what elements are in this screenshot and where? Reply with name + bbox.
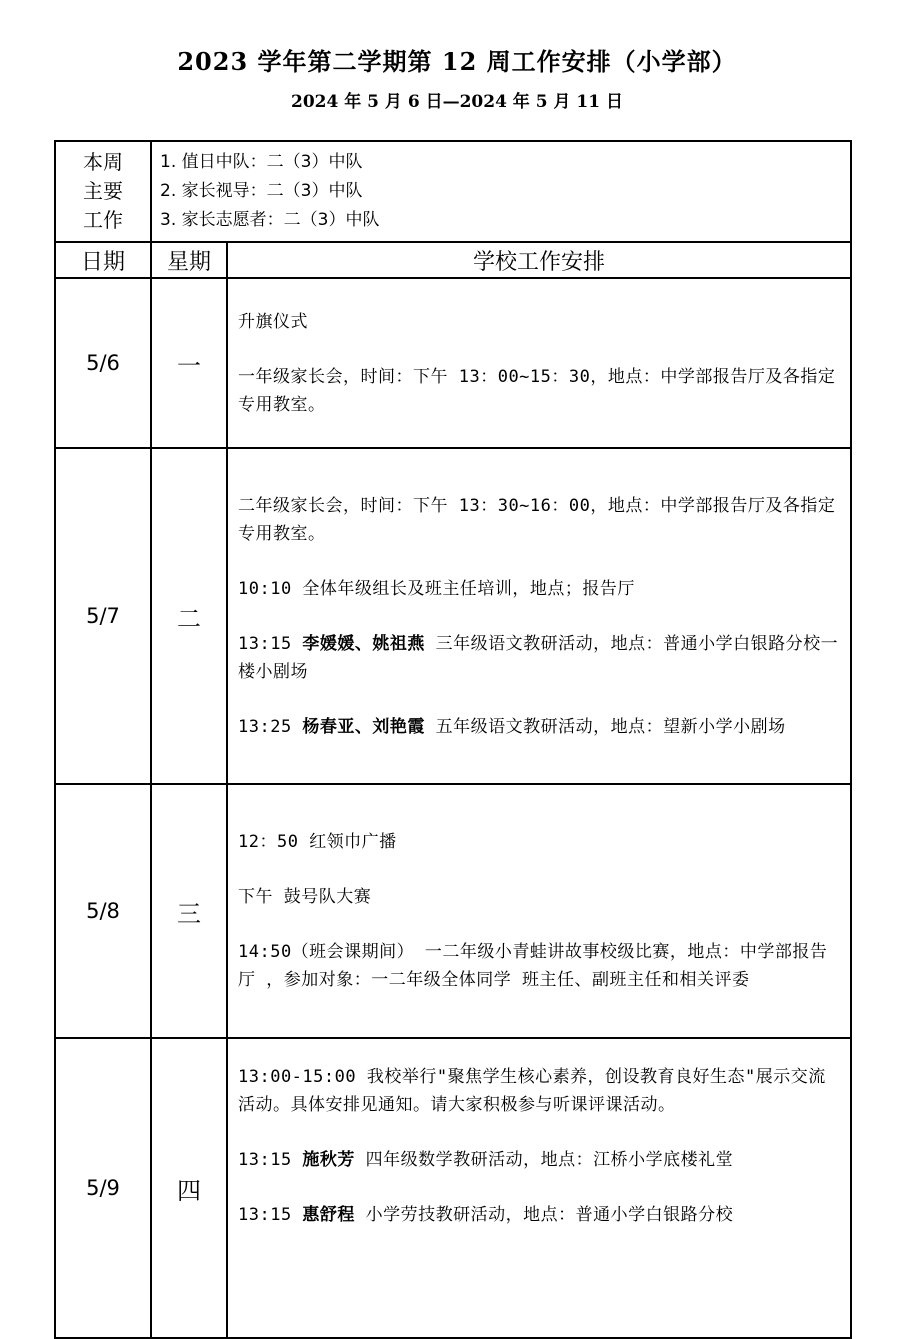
item-text: 全体年级组长及班主任培训，地点；报告厅 bbox=[302, 578, 635, 599]
header-date: 日期 bbox=[55, 242, 151, 278]
summary-row bbox=[55, 141, 851, 242]
weekday-cell: 三 bbox=[151, 784, 227, 1038]
schedule-cell bbox=[227, 1038, 851, 1338]
page-title: 2023 学年第二学期第 12 周工作安排（小学部） bbox=[177, 47, 737, 76]
weekday-cell: 二 bbox=[151, 448, 227, 784]
day-row bbox=[55, 784, 851, 1038]
schedule-item bbox=[238, 630, 840, 686]
summary-item: 1. 值日中队：二（3）中队 bbox=[160, 152, 363, 172]
item-text: 二年级家长会，时间：下午 13：30~16：00，地点：中学部报告厅及各指定专用教室。 bbox=[238, 495, 836, 544]
item-text: 14:50（班会课期间） 一二年级小青蛙讲故事校级比赛，地点：中学部报告厅 ，参加对象：一二年级全体同学 班主任、副班主任和相关评委 bbox=[238, 942, 828, 990]
item-text: 一年级家长会，时间：下午 13：00~15：30，地点：中学部报告厅及各指定专用教室。 bbox=[238, 366, 836, 415]
schedule-cell bbox=[227, 784, 851, 1038]
schedule-item bbox=[238, 828, 840, 856]
schedule-item bbox=[238, 1063, 840, 1119]
schedule-item bbox=[238, 308, 840, 336]
item-people: 李媛媛、姚祖燕 bbox=[302, 633, 425, 654]
item-time: 10:10 bbox=[238, 578, 303, 599]
item-text: 五年级语文教研活动，地点：望新小学小剧场 bbox=[424, 716, 786, 737]
schedule-item bbox=[238, 938, 840, 994]
item-people: 施秋芳 bbox=[302, 1150, 355, 1170]
summary-list bbox=[151, 141, 851, 242]
item-people: 杨春亚、刘艳霞 bbox=[302, 716, 425, 737]
item-time: 13:15 bbox=[238, 633, 303, 654]
item-time: 13:15 bbox=[238, 1205, 303, 1225]
item-time: 13:25 bbox=[238, 716, 303, 737]
summary-item: 3. 家长志愿者：二（3）中队 bbox=[160, 210, 380, 230]
item-text: 三年级语文教研活动，地点：普通小学白银路分校一楼小剧场 bbox=[238, 633, 839, 682]
schedule-table bbox=[54, 140, 852, 1339]
schedule-item bbox=[238, 492, 840, 548]
item-text: 下午 鼓号队大赛 bbox=[238, 887, 372, 907]
item-people: 惠舒程 bbox=[302, 1205, 355, 1225]
item-time: 13:00-15:00 bbox=[238, 1067, 367, 1087]
schedule-item bbox=[238, 883, 840, 911]
weekday-cell: 一 bbox=[151, 278, 227, 448]
weekday-cell: 四 bbox=[151, 1038, 227, 1338]
item-text: 四年级数学教研活动，地点：江桥小学底楼礼堂 bbox=[354, 1150, 734, 1170]
item-time: 13:15 bbox=[238, 1150, 303, 1170]
date-cell: 5/7 bbox=[55, 448, 151, 784]
item-text: 升旗仪式 bbox=[238, 311, 308, 332]
schedule-item bbox=[238, 713, 840, 741]
schedule-item bbox=[238, 1201, 840, 1229]
header-weekday: 星期 bbox=[151, 242, 227, 278]
date-range: 2024 年 5 月 6 日—2024 年 5 月 11 日 bbox=[291, 92, 623, 112]
schedule-item bbox=[238, 363, 840, 419]
date-cell: 5/9 bbox=[55, 1038, 151, 1338]
summary-item: 2. 家长视导：二（3）中队 bbox=[160, 181, 363, 201]
day-row bbox=[55, 1038, 851, 1338]
item-text: 红领巾广播 bbox=[309, 832, 397, 852]
day-row bbox=[55, 278, 851, 448]
header-schedule: 学校工作安排 bbox=[227, 242, 851, 278]
day-row bbox=[55, 448, 851, 784]
date-cell: 5/8 bbox=[55, 784, 151, 1038]
schedule-cell bbox=[227, 448, 851, 784]
schedule-item bbox=[238, 1146, 840, 1174]
summary-label: 本周 主要 工作 bbox=[55, 141, 151, 242]
header-row bbox=[55, 242, 851, 278]
date-cell: 5/6 bbox=[55, 278, 151, 448]
item-time: 12：50 bbox=[238, 832, 310, 852]
item-text: 小学劳技教研活动，地点：普通小学白银路分校 bbox=[354, 1205, 734, 1225]
item-text: 我校举行"聚焦学生核心素养，创设教育良好生态"展示交流活动。具体安排见通知。请大家积极参与听课评课活动。 bbox=[238, 1067, 826, 1115]
schedule-item bbox=[238, 575, 840, 603]
schedule-cell bbox=[227, 278, 851, 448]
